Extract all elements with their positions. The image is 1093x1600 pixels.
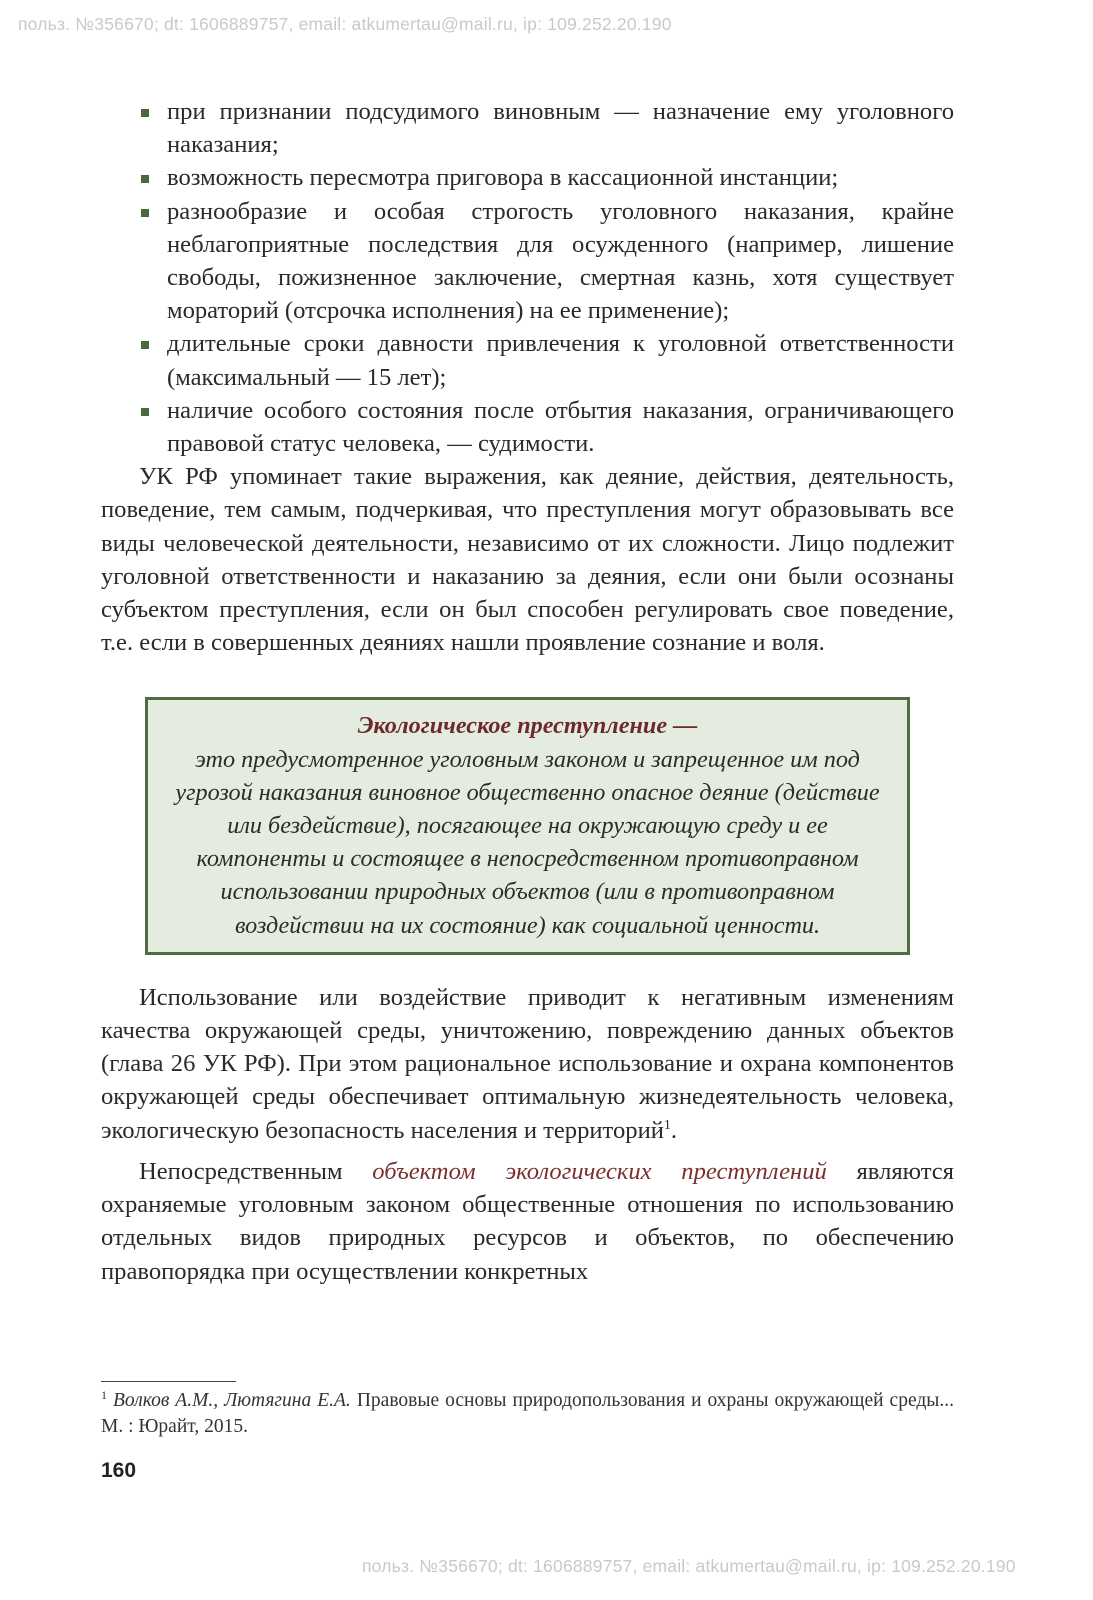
list-item: разнообразие и особая строгость уголовного наказания, крайне неблагоприятные последствия для осужденного (например, лишение свободы, пожизненное заключение, смертная казнь, хотя существует мораторий (отсрочка исполнения) на ее применение); xyxy=(101,195,954,328)
list-item: возможность пересмотра приговора в кассационной инстанции; xyxy=(101,161,954,194)
list-item: длительные сроки давности привлечения к уголовной ответственности (максимальный — 15 лет); xyxy=(101,327,954,393)
bullet-icon xyxy=(141,341,149,349)
paragraph-impact: Использование или воздействие приводит к негативным изменениям качества окружающей среды, уничтожению, повреждению данных объектов (глава 26 УК РФ). При этом рациональное использование и охрана компонентов окружающей среды обеспечивает оптимальную жизнедеятельность человека, экологическую безопасность населения и территорий$^1$. xyxy=(101,983,954,1144)
definition-box xyxy=(145,697,910,954)
footnote-text: Правовые основы природопользования и охраны окружающей среды... М. : Юрайт, 2015. xyxy=(101,1390,954,1437)
footnote-authors: Волков А.М., Лютягина Е.А. xyxy=(113,1390,351,1411)
bullet-icon xyxy=(141,408,149,416)
footnote-divider xyxy=(101,1381,236,1382)
footnote-number: 1 xyxy=(101,1388,107,1402)
footnote xyxy=(101,1388,954,1439)
bullet-list xyxy=(101,95,954,460)
paragraph-object: Непосредственным объектом экологических преступлений являются охраняемые уголовным законом общественные отношения по использованию отдельных видов природных ресурсов и объектов, по обеспечению правопорядка при осуществлении конкретных xyxy=(101,1157,954,1285)
highlighted-term: объектом экологических преступлений xyxy=(372,1157,827,1185)
watermark-top: польз. №356670; dt: 1606889757, email: atkumertau@mail.ru, ip: 109.252.20.190 xyxy=(18,14,672,34)
bullet-icon xyxy=(141,175,149,183)
definition-term: Экологическое преступление — xyxy=(357,712,698,740)
bullet-icon xyxy=(141,109,149,117)
page-number: 160 xyxy=(101,1459,137,1482)
list-item: наличие особого состояния после отбытия наказания, ограничивающего правовой статус человека, — судимости. xyxy=(101,394,954,460)
paragraph-criminal-code: УК РФ упоминает такие выражения, как деяние, действия, деятельность, поведение, тем самым, подчеркивая, что преступления могут образовывать все виды человеческой деятельности, независимо от их сложности. Лицо подлежит уголовной ответственности и наказанию за деяния, если они были осознаны субъектом преступления, если он был способен регулировать свое поведение, т.е. если в совершенных деяниях нашли проявление сознание и воля. xyxy=(101,463,954,657)
page-body xyxy=(101,95,954,1288)
list-item: при признании подсудимого виновным — назначение ему уголовного наказания; xyxy=(101,95,954,161)
bullet-icon xyxy=(141,209,149,217)
footnote-reference: 1 xyxy=(663,1117,671,1133)
definition-text: это предусмотренное уголовным законом и запрещенное им под угрозой наказания виновное общественно опасное деяние (действие или бездействие), посягающее на окружающую среду и ее компоненты и состоящее в непосредственном противоправном использовании природных объектов (или в противоправном воздействии на их состояние) как социальной ценности. xyxy=(175,745,880,939)
watermark-bottom: польз. №356670; dt: 1606889757, email: atkumertau@mail.ru, ip: 109.252.20.190 xyxy=(362,1556,1016,1576)
